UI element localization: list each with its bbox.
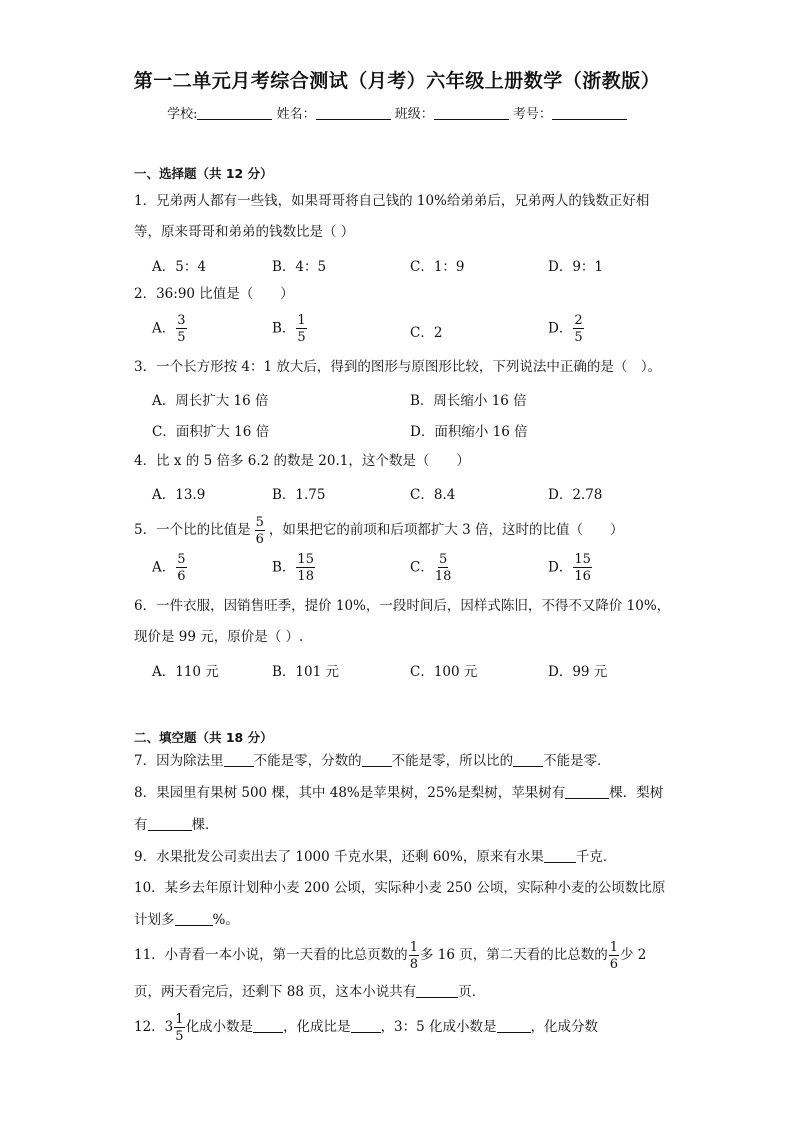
q8-text-1: 8．果园里有果树 500 棵，其中 48%是苹果树，25%是梨树，苹果树有 bbox=[134, 785, 566, 801]
denominator: 5 bbox=[297, 330, 306, 345]
q2-option-d-label: D． bbox=[548, 320, 573, 337]
q6-option-d[interactable]: D．99 元 bbox=[548, 664, 608, 680]
q5-option-a[interactable] bbox=[152, 553, 188, 583]
q4-option-a[interactable]: A．13.9 bbox=[152, 487, 206, 503]
question-5 bbox=[134, 513, 664, 547]
q2-option-b[interactable] bbox=[272, 314, 308, 344]
q11-text-1: 11．小青看一本小说，第一天看的比总页数的 bbox=[134, 947, 408, 963]
q12-text-5: ，化成分数 bbox=[530, 1019, 599, 1035]
numerator: 1 bbox=[409, 939, 418, 955]
q5-option-d-label: D． bbox=[548, 559, 573, 576]
q2-option-a[interactable] bbox=[152, 314, 188, 344]
q10-text-1: 计划多 bbox=[134, 912, 175, 928]
denominator: 5 bbox=[177, 330, 186, 345]
q7-blank-1[interactable] bbox=[224, 752, 254, 767]
question-11-line2 bbox=[134, 977, 664, 1007]
q2-option-d[interactable] bbox=[548, 314, 585, 344]
q3-option-b[interactable]: B．周长缩小 16 倍 bbox=[410, 393, 527, 409]
q5-option-b[interactable] bbox=[272, 553, 316, 583]
q1-option-d[interactable]: D．9：1 bbox=[548, 259, 604, 275]
q5-option-d[interactable] bbox=[548, 553, 593, 583]
numerator: 1 bbox=[297, 313, 306, 328]
page-title: 第一二单元月考综合测试（月考）六年级上册数学（浙教版） bbox=[133, 70, 661, 92]
denominator: 18 bbox=[434, 569, 452, 584]
q9-text-2: 千克． bbox=[575, 849, 617, 865]
fraction bbox=[296, 314, 306, 344]
q7-text-1: 7．因为除法里 bbox=[134, 753, 224, 769]
q12-blank-2[interactable] bbox=[351, 1018, 381, 1033]
q4-option-c[interactable]: C．8.4 bbox=[410, 487, 456, 503]
q7-blank-3[interactable] bbox=[513, 752, 543, 767]
student-info-line bbox=[0, 103, 794, 122]
fraction bbox=[176, 314, 186, 344]
q4-option-b[interactable]: B．1.75 bbox=[272, 487, 326, 503]
fraction bbox=[409, 941, 419, 971]
question-3: 3．一个长方形按 4：1 放大后，得到的图形与原图形比较，下列说法中正确的是（ ）。 bbox=[134, 359, 662, 375]
class-blank[interactable] bbox=[434, 106, 509, 120]
numerator: 2 bbox=[574, 313, 583, 328]
denominator: 16 bbox=[574, 569, 591, 584]
q5-option-c[interactable] bbox=[410, 553, 452, 583]
question-8-line2 bbox=[134, 810, 664, 840]
question-10-line1: 10．某乡去年原计划种小麦 200 公顷，实际种小麦 250 公顷，实际种小麦的公顷数比原 bbox=[134, 880, 666, 896]
q7-text-3: 不能是零，所以比的 bbox=[391, 753, 514, 769]
q6-option-b[interactable]: B．101 元 bbox=[272, 664, 339, 680]
question-7 bbox=[134, 746, 664, 776]
q8-blank-1[interactable] bbox=[565, 784, 609, 799]
fraction bbox=[296, 553, 315, 583]
denominator: 5 bbox=[175, 1028, 184, 1044]
q8-blank-2[interactable] bbox=[148, 816, 192, 831]
q7-text-4: 不能是零． bbox=[543, 753, 611, 769]
question-10-line2 bbox=[134, 905, 664, 935]
q1-option-c[interactable]: C．1：9 bbox=[410, 259, 465, 275]
q1-option-b[interactable]: B．4：5 bbox=[272, 259, 327, 275]
q1-option-a[interactable]: A．5：4 bbox=[152, 259, 206, 275]
exam-no-label: 考号： bbox=[512, 107, 552, 122]
q5-option-c-label: C． bbox=[410, 559, 434, 576]
fraction bbox=[573, 553, 592, 583]
fraction bbox=[255, 516, 265, 546]
denominator: 5 bbox=[574, 330, 583, 345]
q7-text-2: 不能是零，分数的 bbox=[253, 753, 362, 769]
numerator: 1 bbox=[175, 1011, 184, 1027]
exam-no-blank[interactable] bbox=[552, 106, 627, 120]
question-1-line2: 等，原来哥哥和弟弟的钱数比是（ ） bbox=[134, 224, 355, 240]
q3-option-c[interactable]: C．面积扩大 16 倍 bbox=[152, 424, 270, 440]
class-label: 班级： bbox=[394, 107, 434, 122]
school-label: 学校: bbox=[167, 107, 198, 122]
q2-option-b-label: B． bbox=[272, 320, 296, 337]
numerator: 5 bbox=[177, 552, 186, 567]
q12-blank-1[interactable] bbox=[253, 1018, 283, 1033]
q9-blank[interactable] bbox=[544, 848, 576, 863]
name-label: 姓名： bbox=[276, 107, 316, 122]
q11-text-4: 页，两天看完后，还剩下 88 页，这本小说共有 bbox=[134, 984, 417, 1000]
denominator: 6 bbox=[255, 531, 264, 547]
question-12 bbox=[134, 1009, 664, 1045]
fraction bbox=[609, 941, 619, 971]
question-4: 4．比 x 的 5 倍多 6.2 的数是 20.1，这个数是（ ） bbox=[134, 453, 470, 469]
q11-blank[interactable] bbox=[416, 983, 458, 998]
q5-text-post: ，如果把它的前项和后项都扩大 3 倍，这时的比值（ ） bbox=[268, 522, 624, 538]
q10-blank[interactable] bbox=[175, 911, 213, 926]
name-blank[interactable] bbox=[316, 106, 391, 120]
fraction bbox=[435, 553, 452, 583]
q5-text-pre: 5．一个比的比值是 bbox=[134, 522, 251, 538]
q11-text-3: 少 2 bbox=[620, 947, 647, 963]
numerator: 5 bbox=[255, 514, 264, 530]
question-9 bbox=[134, 842, 664, 872]
q11-text-5: 页． bbox=[458, 984, 486, 1000]
q12-blank-3[interactable] bbox=[497, 1018, 531, 1033]
q2-option-c[interactable]: C．2 bbox=[410, 325, 443, 341]
question-1-line1: 1．兄弟两人都有一些钱，如果哥哥将自己钱的 10%给弟弟后，兄弟两人的钱数正好相 bbox=[134, 193, 650, 209]
q6-option-a[interactable]: A．110 元 bbox=[152, 664, 219, 680]
question-11-line1 bbox=[134, 938, 664, 972]
q5-option-a-label: A． bbox=[152, 559, 176, 576]
q8-text-3: 有 bbox=[134, 817, 148, 833]
q8-text-4: 棵． bbox=[191, 817, 219, 833]
fraction bbox=[573, 314, 583, 344]
q12-text-1: 12．3 bbox=[134, 1019, 174, 1035]
q9-text-1: 9．水果批发公司卖出去了 1000 千克水果，还剩 60%，原来有水果 bbox=[134, 849, 544, 865]
denominator: 8 bbox=[409, 956, 418, 972]
section-heading-fill: 二、填空题（共 18 分） bbox=[134, 730, 273, 745]
q11-text-2: 多 16 页，第二天看的比总数的 bbox=[419, 947, 608, 963]
q12-text-2: 化成小数是 bbox=[185, 1019, 254, 1035]
q12-text-4: ，3：5 化成小数是 bbox=[380, 1019, 497, 1035]
numerator: 15 bbox=[297, 552, 314, 567]
question-2: 2．36:90 比值是（ ） bbox=[134, 286, 294, 302]
question-6-line1: 6．一件衣服，因销售旺季，提价 10%，一段时间后，因样式陈旧，不得不又降价 10%， bbox=[134, 598, 671, 614]
denominator: 6 bbox=[177, 569, 186, 584]
school-blank[interactable] bbox=[197, 106, 272, 120]
numerator: 15 bbox=[574, 552, 591, 567]
q7-blank-2[interactable] bbox=[362, 752, 392, 767]
numerator: 1 bbox=[609, 939, 619, 955]
q3-option-a[interactable]: A．周长扩大 16 倍 bbox=[152, 393, 269, 409]
question-6-line2: 现价是 99 元，原价是（ ）. bbox=[134, 629, 304, 645]
q12-text-3: ，化成比是 bbox=[283, 1019, 351, 1035]
q6-option-c[interactable]: C．100 元 bbox=[410, 664, 478, 680]
q8-text-2: 棵．梨树 bbox=[609, 785, 664, 801]
numerator: 3 bbox=[177, 313, 186, 328]
q2-option-a-label: A． bbox=[152, 320, 176, 337]
denominator: 6 bbox=[609, 956, 619, 972]
fraction bbox=[176, 553, 186, 583]
q10-text-2: %。 bbox=[212, 912, 239, 928]
question-8-line1 bbox=[134, 778, 664, 808]
q4-option-d[interactable]: D．2.78 bbox=[548, 487, 603, 503]
denominator: 18 bbox=[297, 569, 314, 584]
q5-option-b-label: B． bbox=[272, 559, 296, 576]
fraction bbox=[174, 1013, 184, 1043]
section-heading-choice: 一、选择题（共 12 分） bbox=[134, 166, 273, 181]
numerator: 5 bbox=[438, 552, 448, 567]
q3-option-d[interactable]: D．面积缩小 16 倍 bbox=[410, 424, 528, 440]
